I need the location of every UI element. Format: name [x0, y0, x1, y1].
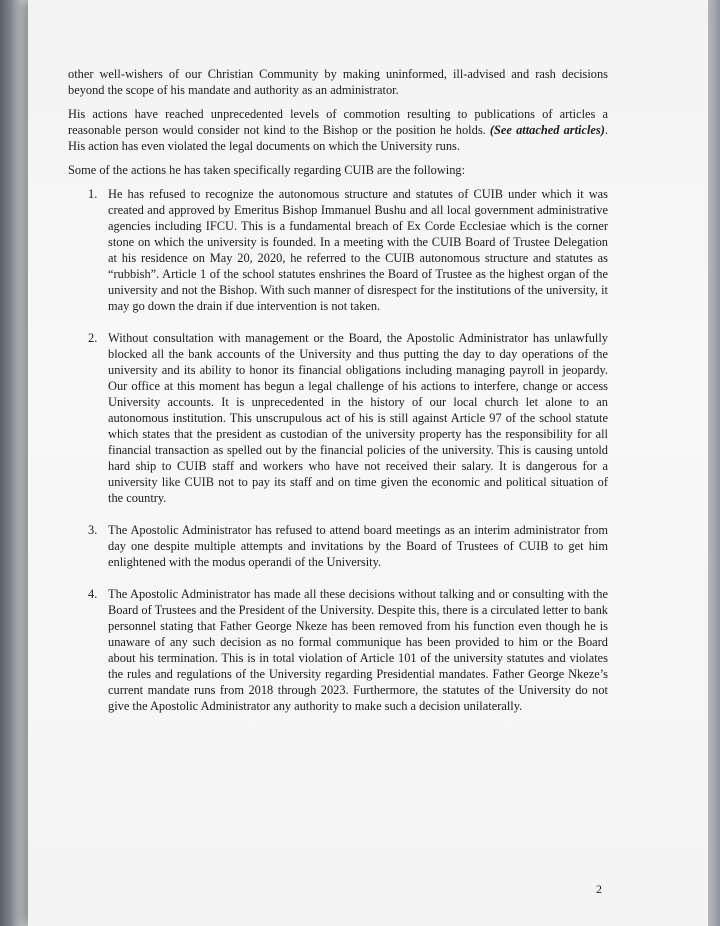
list-item — [68, 586, 608, 714]
list-item-number: 4. — [88, 587, 98, 601]
list-item-text: Without consultation with management or the Board, the Apostolic Administrator has unlawfully blocked all the bank accounts of the University and thus putting the day to day operations of the university and its ability to honor its financial obligations including managing payroll in jeopardy. Our office at this moment has begun a legal challenge of his actions to interfere, change or access University accounts. It is unprecedented in the history of our local church let alone to an autonomous institution. This unscrupulous act of his is still against Article 97 of the school statute which states that the president as custodian of the university property has the responsibility for all financial transaction as spelled out by the financial policies of the university. This is causing untold hard ship to CUIB staff and workers who have not received their salary. It is dangerous for a university like CUIB not to pay its staff and on time given the economic and political situation of the country. — [108, 331, 608, 505]
list-item — [68, 522, 608, 570]
list-item-text: The Apostolic Administrator has made all these decisions without talking and or consulting with the Board of Trustees and the President of the University. Despite this, there is a circulated letter to bank personnel stating that Father George Nkeze has been removed from his function even though he is unaware of any such decision as no formal communique has been provided to him or the Board about his termination. This is in total violation of Article 101 of the university statutes and violates the rules and regulations of the University regarding Presidential mandates. Father George Nkeze’s current mandate runs from 2018 through 2023. Furthermore, the statutes of the University do not give the Apostolic Administrator any authority to make such a decision unilaterally. — [108, 587, 608, 713]
list-item-number: 1. — [88, 187, 98, 201]
paragraph-text: His actions have reached unprecedented levels of commotion resulting to publications of articles a reasonable person would consider not kind to the Bishop or the position he holds. — [68, 107, 608, 137]
list-item-number: 3. — [88, 523, 98, 537]
paragraph-text: . His action has even violated the legal documents on which the University runs. — [68, 123, 608, 153]
list-item — [68, 330, 608, 506]
actions-list — [68, 186, 608, 714]
list-item-text: The Apostolic Administrator has refused to attend board meetings as an interim administrator from day one despite multiple attempts and invitations by the Board of Trustees of CUIB to get him enlightened with the modus operandi of the University. — [108, 523, 608, 569]
paragraph-actions-commotion — [68, 106, 608, 154]
page-number: 2 — [596, 882, 602, 896]
list-item-number: 2. — [88, 331, 98, 345]
attached-articles-note: (See attached articles) — [489, 123, 605, 137]
list-item-text: He has refused to recognize the autonomous structure and statutes of CUIB under which it was created and approved by Emeritus Bishop Immanuel Bushu and all local government administrative agencies including IFCU. This is a fundamental breach of Ex Corde Ecclesiae which is the corner stone on which the university is founded. In a meeting with the CUIB Board of Trustee Delegation at his residence on May 20, 2020, he referred to the CUIB autonomous structure and statutes as “rubbish”. Article 1 of the school statutes enshrines the Board of Trustee as the highest organ of the university and not the Bishop. With such manner of disrespect for the institutions of the university, it may go down the drain if due intervention is not taken. — [108, 187, 608, 313]
list-item — [68, 186, 608, 314]
paragraph-list-intro: Some of the actions he has taken specifically regarding CUIB are the following: — [68, 163, 466, 177]
paragraph-continuation: other well-wishers of our Christian Community by making uninformed, ill-advised and rash decisions beyond the scope of his mandate and authority as an administrator. — [68, 67, 608, 97]
document-body — [68, 66, 608, 730]
